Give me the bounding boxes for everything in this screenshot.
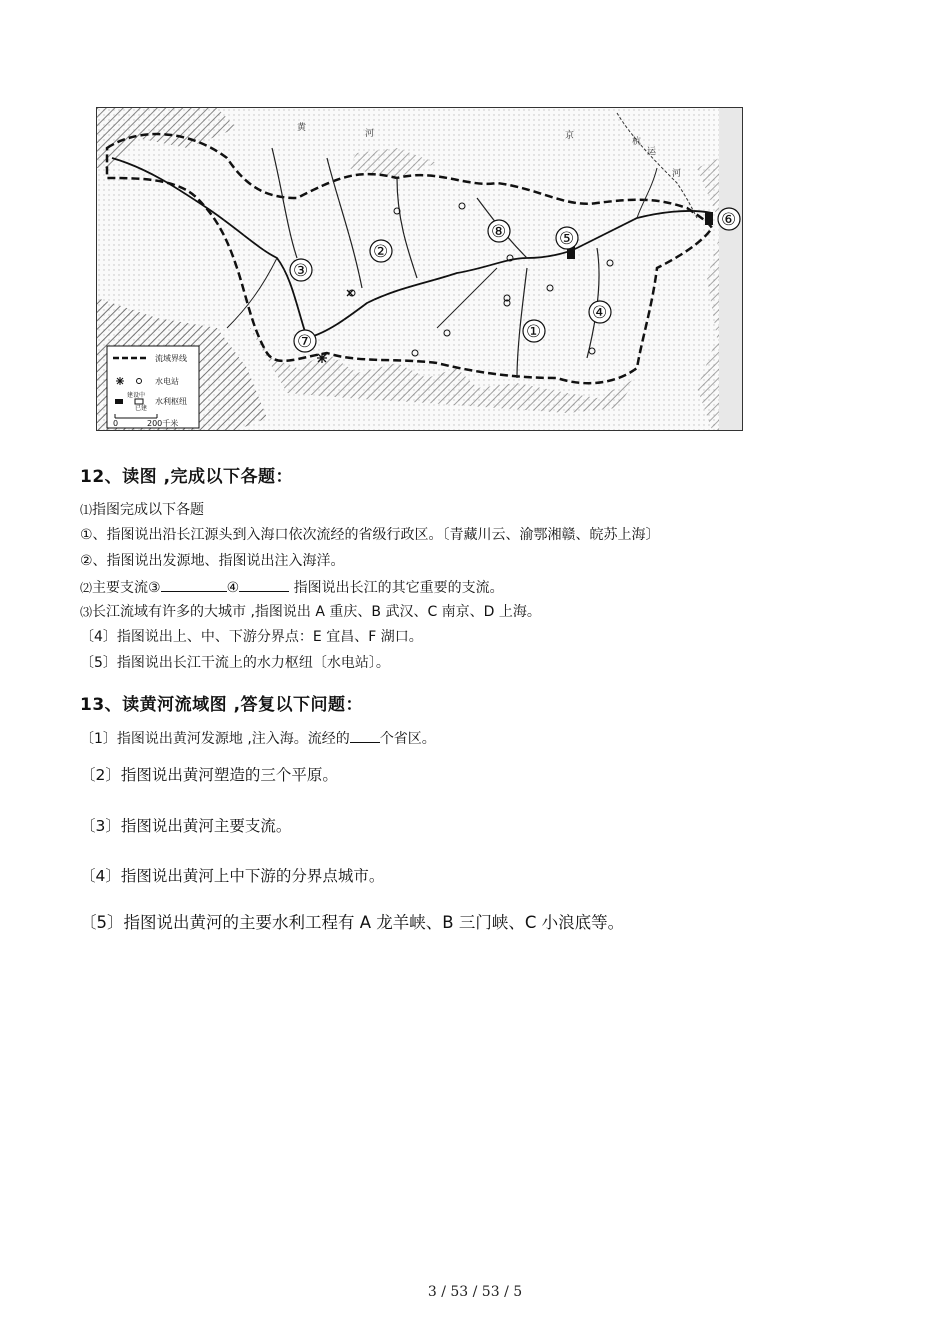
q12-line-6: 〔4〕指图说出上、中、下游分界点：E 宜昌、F 湖口。 <box>80 629 423 645</box>
q12-l5-text: 长江流域有许多的大城市 ,指图说出 A 重庆、B 武汉、C 南京、D 上海。 <box>92 604 541 620</box>
map-label-yun: 运 <box>647 147 657 157</box>
q12-line-2: ①、指图说出沿长江源头到入海口依次流经的省级行政区。〔青藏川云、渝鄂湘赣、皖苏上海〕 <box>80 527 660 543</box>
map-number-8: ⑧ <box>491 222 507 242</box>
q12-l4-num: ⑵ <box>80 581 93 595</box>
q13-blank-count[interactable] <box>350 728 380 743</box>
map-label-hang: 杭 <box>632 137 642 147</box>
q13-line-3: 〔3〕指图说出黄河主要支流。 <box>80 817 292 835</box>
q12-blank-4[interactable] <box>239 577 289 592</box>
q13-line-2: 〔2〕指图说出黄河塑造的三个平原。 <box>80 766 338 784</box>
map-number-4: ④ <box>592 303 608 323</box>
q13-line-1 <box>80 728 436 749</box>
legend-hydro: 水电站 <box>155 377 179 386</box>
legend-existing: 已建 <box>135 405 148 412</box>
q13-line-5: 〔5〕指图说出黄河的主要水利工程有 A 龙羊峡、B 三门峡、C 小浪底等。 <box>80 913 625 932</box>
q12-l1-text: 指图完成以下各题 <box>92 502 205 518</box>
map-number-1: ① <box>526 322 542 342</box>
legend-scale-value: 200千米 <box>147 419 179 428</box>
map-number-7: ⑦ <box>297 332 313 352</box>
q12-line-3: ②、指图说出发源地、指图说出注入海洋。 <box>80 553 345 569</box>
map-label-he: 河 <box>365 129 375 139</box>
map-number-3: ③ <box>293 261 309 281</box>
q12-blank-3[interactable] <box>161 577 227 592</box>
q12-line-5 <box>80 602 541 622</box>
q12-l5-num: ⑶ <box>80 605 93 619</box>
q12-line-1 <box>80 500 204 520</box>
q13-line-4: 〔4〕指图说出黄河上中下游的分界点城市。 <box>80 867 385 885</box>
q13-l1-b: 个省区。 <box>379 731 436 747</box>
map-label-jing: 京 <box>565 131 575 141</box>
q12-l4-b: ④ <box>226 580 240 596</box>
q12-l4-c: 指图说出长江的其它重要的支流。 <box>289 580 504 596</box>
legend-building: 建设中 <box>127 392 146 399</box>
q12-title: 12、读图 ,完成以下各题： <box>80 467 294 487</box>
map-number-2: ② <box>373 242 389 262</box>
yangtze-basin-map <box>96 107 743 431</box>
q12-l1-num: ⑴ <box>80 503 93 517</box>
map-label-huang: 黄 <box>297 123 307 133</box>
page-number: 3 / 53 / 53 / 5 <box>427 1284 523 1300</box>
map-number-6: ⑥ <box>721 210 737 230</box>
q13-l1-a: 〔1〕指图说出黄河发源地 ,注入海。流经的 <box>80 731 350 747</box>
map-legend <box>107 346 199 428</box>
map-number-5: ⑤ <box>559 229 575 249</box>
q12-l4-a: 主要支流③ <box>92 580 161 596</box>
legend-hub: 水利枢纽 <box>155 397 187 406</box>
map-label-he2: 河 <box>672 169 682 179</box>
q13-title: 13、读黄河流域图 ,答复以下问题： <box>80 695 364 715</box>
legend-boundary: 流域界线 <box>155 354 187 363</box>
q12-line-4 <box>80 577 504 598</box>
q12-line-7: 〔5〕指图说出长江干流上的水力枢纽〔水电站〕。 <box>80 655 390 671</box>
legend-scale-zero: 0 <box>113 419 119 428</box>
